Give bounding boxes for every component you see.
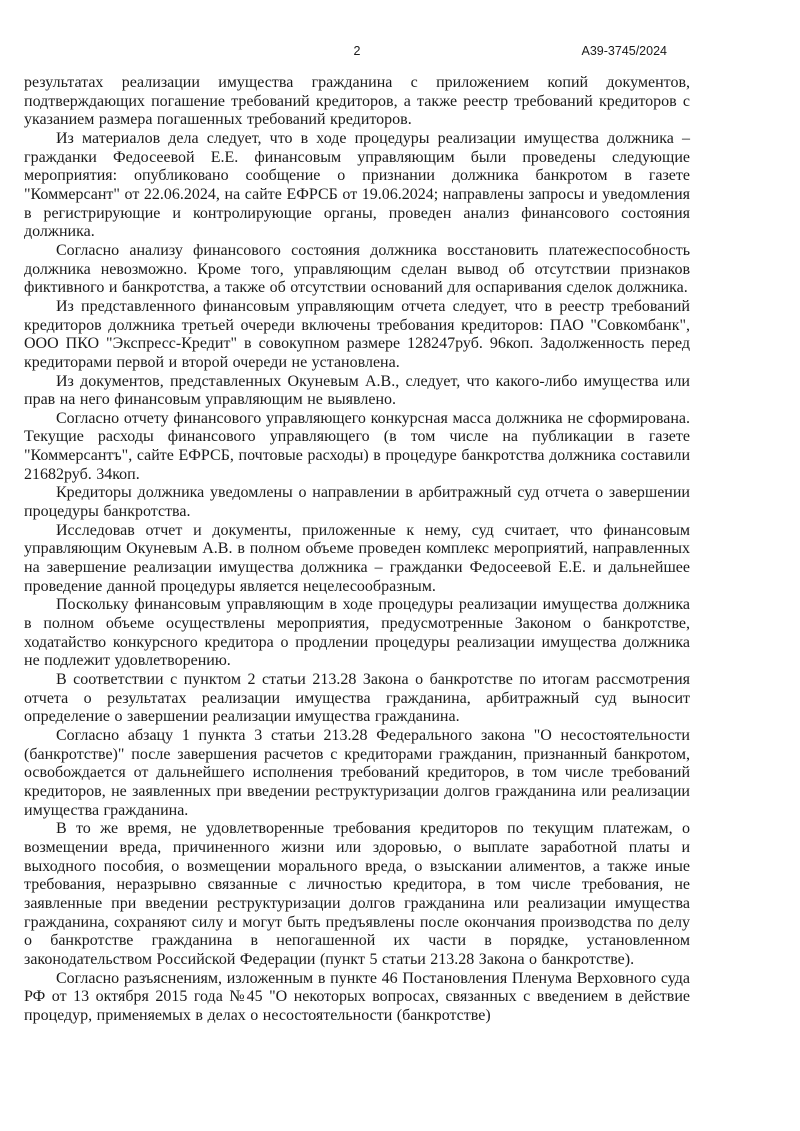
paragraph: Поскольку финансовым управляющим в ходе процедуры реализации имущества должника в полном объеме осуществлены мероприятия, предусмотренные Законом о банкротстве, ходатайство конкурсного кредитора о продлении процедуры реализации имущества должника не подлежит удовлетворению. (24, 596, 690, 670)
paragraph: В то же время, не удовлетворенные требования кредиторов по текущим платежам, о возмещении вреда, причиненного жизни или здоровью, о выплате заработной платы и выходного пособия, о возмещении морального вреда, о взыскании алиментов, а также иные требования, неразрывно связанные с личностью кредитора, в том числе требования, не заявленные при введении реструктуризации долгов гражданина или реализации имущества гражданина, сохраняют силу и могут быть предъявлены после окончания производства по делу о банкротстве гражданина в непогашенной их части в порядке, установленном законодательством Российской Федерации (пункт 5 статьи 213.28 Закона о банкротстве). (24, 820, 690, 968)
paragraph: В соответствии с пунктом 2 статьи 213.28 Закона о банкротстве по итогам рассмотрения отчета о результатах реализации имущества гражданина, арбитражный суд выносит определение о завершении реализации имущества гражданина. (24, 671, 690, 726)
paragraph: Согласно разъяснениям, изложенным в пункте 46 Постановления Пленума Верховного суда РФ от 13 октября 2015 года №45 "О некоторых вопросах, связанных с введением в действие процедур, применяемых в делах о несостоятельности (банкротстве) (24, 969, 690, 1024)
paragraph: Из документов, представленных Окуневым А.В., следует, что какого-либо имущества или прав на него финансовым управляющим не выявлено. (24, 372, 690, 409)
paragraph: Кредиторы должника уведомлены о направлении в арбитражный суд отчета о завершении процедуры банкротства. (24, 484, 690, 521)
page-number: 2 (353, 44, 361, 58)
paragraph: Исследовав отчет и документы, приложенные к нему, суд считает, что финансовым управляющим Окуневым А.В. в полном объеме проведен комплекс мероприятий, направленных на завершение реализации имущества должника – гражданки Федосеевой Е.Е. и дальнейшее проведение данной процедуры является нецелесообразным. (24, 521, 690, 595)
paragraph: Согласно анализу финансового состояния должника восстановить платежеспособность должника невозможно. Кроме того, управляющим сделан вывод об отсутствии признаков фиктивного и банкротства, а также об отсутствии оснований для оспаривания сделок должника. (24, 241, 690, 297)
page-header (24, 44, 690, 60)
paragraph: Из представленного финансовым управляющим отчета следует, что в реестр требований кредиторов должника третьей очереди включены требования кредиторов: ПАО "Совкомбанк", ООО ПКО "Экспресс-Кредит" в совокупном размере 128247руб. 96коп. Задолженность перед кредиторами первой и второй очереди не установлена. (24, 297, 690, 371)
case-number: А39-3745/2024 (581, 44, 667, 58)
paragraph: Из материалов дела следует, что в ходе процедуры реализации имущества должника – гражданки Федосеевой Е.Е. финансовым управляющим были проведены следующие мероприятия: опубликовано сообщение о признании должника банкротом в газете "Коммерсант" от 22.06.2024, на сайте ЕФРСБ от 19.06.2024; направлены запросы и уведомления в регистрирующие и контролирующие органы, проведен анализ финансового состояния должника. (24, 129, 690, 241)
document-body (24, 74, 690, 1025)
paragraph: Согласно отчету финансового управляющего конкурсная масса должника не сформирована. Текущие расходы финансового управляющего (в том числе на публикации в газете "Коммерсантъ", сайте ЕФРСБ, почтовые расходы) в процедуре банкротства должника составили 21682руб. 34коп. (24, 409, 690, 483)
paragraph: Согласно абзацу 1 пункта 3 статьи 213.28 Федерального закона "О несостоятельности (банкротстве)" после завершения расчетов с кредиторами гражданин, признанный банкротом, освобождается от дальнейшего исполнения требований кредиторов, в том числе требований кредиторов, не заявленных при введении реструктуризации долгов гражданина или реализации имущества гражданина. (24, 726, 690, 819)
paragraph: результатах реализации имущества гражданина с приложением копий документов, подтверждающих погашение требований кредиторов, а также реестр требований кредиторов с указанием размера погашенных требований кредиторов. (24, 74, 690, 129)
